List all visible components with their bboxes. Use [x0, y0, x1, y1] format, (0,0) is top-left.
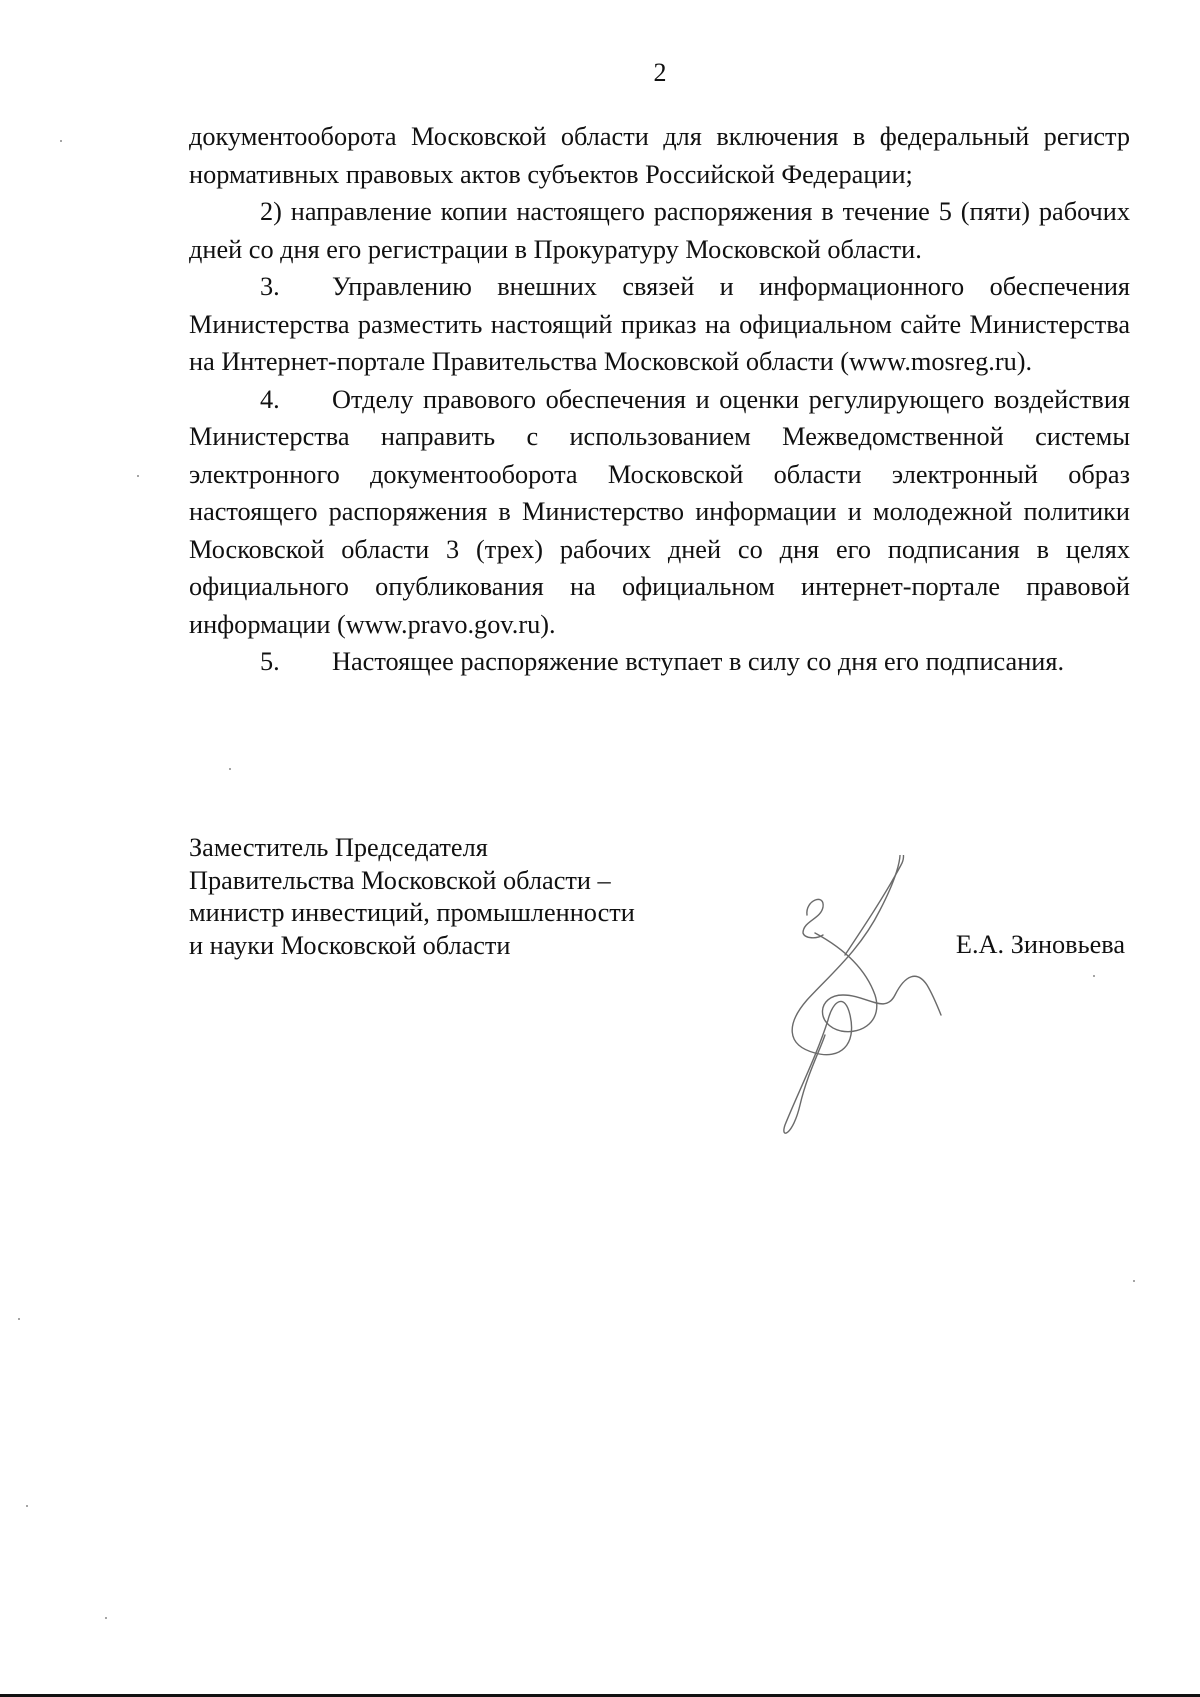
- paragraph-item-2: 2) направление копии настоящего распоряжения в течение 5 (пяти) рабочих дней со дня его регистрации в Прокуратуру Московской области.: [189, 197, 1130, 264]
- scan-speck: [26, 1505, 28, 1507]
- scan-speck: [60, 140, 62, 142]
- paragraph-item-3: [189, 268, 1130, 381]
- signatory-name: Е.А. Зиновьева: [955, 930, 1125, 959]
- paragraph-item-4: [189, 381, 1130, 644]
- item-text: Настоящее распоряжение вступает в силу со дня его подписания.: [332, 647, 1065, 676]
- item-number: 3.: [260, 272, 280, 301]
- scan-speck: [1133, 1280, 1135, 1282]
- scan-speck: [1093, 975, 1095, 977]
- position-line: Правительства Московской области –: [189, 865, 611, 895]
- signature-block: [189, 832, 1130, 962]
- paragraph-continued: документооборота Московской области для включения в федеральный регистр нормативных правовых актов субъектов Российской Федерации;: [189, 122, 1130, 189]
- page-number: 2: [653, 58, 667, 87]
- item-number: 4.: [260, 384, 280, 414]
- scan-speck: [137, 475, 139, 477]
- document-body: [189, 118, 1130, 681]
- position-line: и науки Московской области: [189, 930, 511, 960]
- paragraph-item-5: [189, 643, 1130, 681]
- item-number: 5.: [260, 647, 280, 676]
- position-line: Заместитель Председателя: [189, 833, 488, 862]
- scan-speck: [229, 768, 231, 770]
- item-text: Управлению внешних связей и информационного обеспечения Министерства разместить настоящий приказ на официальном сайте Министерства на Интернет-портале Правительства Московской области (www.mosreg.ru).: [189, 272, 1130, 376]
- handwritten-signature: [745, 855, 955, 1155]
- scan-speck: [105, 1617, 107, 1619]
- scan-speck: [18, 1318, 20, 1320]
- item-text: Отделу правового обеспечения и оценки регулирующего воздействия Министерства направить с использованием Межведомственной системы электронного документооборота Московской области электронный образ настоящего распоряжения в Министерство информации и молодежной политики Московской области 3 (трех) рабочих дней со дня его подписания в целях официального опубликования на официальном интернет-портале правовой информации (www.pravo.gov.ru).: [189, 384, 1130, 639]
- position-line: министр инвестиций, промышленности: [189, 898, 635, 927]
